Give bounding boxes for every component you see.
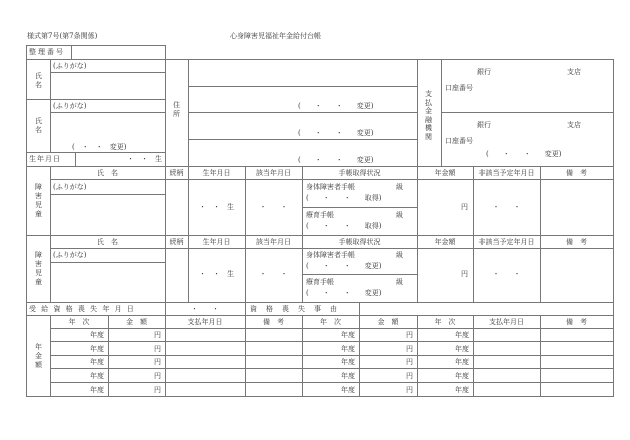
col-birthdate-2: 生年月日 bbox=[202, 238, 231, 246]
divider bbox=[26, 315, 613, 316]
annual-row-year[interactable]: 年度 bbox=[341, 386, 355, 394]
physical-handbook-grade-2: 級 bbox=[396, 251, 403, 259]
annual-col-paydate-2: 支払年月日 bbox=[489, 318, 524, 326]
col-remarks: 備 考 bbox=[566, 169, 587, 177]
account-number-label-2: 口座番号 bbox=[445, 137, 473, 145]
annual-row-year[interactable]: 年度 bbox=[90, 372, 104, 380]
name-change-note: ( ・ ・ 変更) bbox=[72, 143, 127, 151]
eligibility-loss-reason-field[interactable] bbox=[360, 303, 612, 315]
col-relationship: 続柄 bbox=[169, 169, 184, 177]
annual-col-amount-2: 金 額 bbox=[377, 318, 399, 326]
annual-row-amount[interactable]: 円 bbox=[154, 358, 161, 366]
physical-handbook-label-2: 身体障害者手帳 bbox=[306, 251, 355, 259]
annual-row-year[interactable]: 年度 bbox=[455, 358, 469, 366]
eligibility-loss-date-value[interactable]: ・ ・ bbox=[191, 305, 219, 313]
bank-label: 銀行 bbox=[477, 68, 491, 76]
rehab-handbook-label-1: 療育手帳 bbox=[306, 211, 334, 219]
payment-bank-label: 支払金融機関 bbox=[425, 90, 432, 141]
physical-handbook-label-1: 身体障害者手帳 bbox=[306, 183, 355, 191]
rehab-handbook-grade-1: 級 bbox=[396, 211, 403, 219]
child-relationship-field-2[interactable] bbox=[166, 249, 187, 301]
annual-row-year[interactable]: 年度 bbox=[341, 372, 355, 380]
child-relationship-field-1[interactable] bbox=[166, 180, 187, 234]
eligibility-loss-reason-label: 資 格 喪 失 事 由 bbox=[250, 305, 338, 313]
child-non-applicable-date-2[interactable]: ・ ・ bbox=[492, 270, 521, 278]
address-label: 住所 bbox=[173, 101, 180, 118]
annual-row-year[interactable]: 年度 bbox=[90, 386, 104, 394]
registry-number-label: 整理番号 bbox=[29, 48, 65, 56]
divider bbox=[417, 59, 418, 166]
child-annual-amount-1[interactable]: 円 bbox=[461, 203, 468, 211]
divider bbox=[245, 166, 246, 302]
bank-field-2[interactable] bbox=[442, 113, 612, 165]
annual-row-amount[interactable]: 円 bbox=[406, 331, 413, 339]
annual-row-amount[interactable]: 円 bbox=[406, 386, 413, 394]
divider bbox=[302, 207, 417, 208]
annual-row-year[interactable]: 年度 bbox=[90, 345, 104, 353]
divider bbox=[50, 368, 613, 369]
col-birthdate: 生年月日 bbox=[202, 169, 231, 177]
col-annual-amount: 年金額 bbox=[434, 169, 456, 177]
annual-col-year-1: 年 次 bbox=[68, 318, 90, 326]
child-remarks-field-2[interactable] bbox=[541, 249, 612, 301]
divider bbox=[302, 274, 417, 275]
page-title: 心身障害児福祉年金給付台帳 bbox=[230, 32, 321, 40]
annual-row-year[interactable]: 年度 bbox=[341, 331, 355, 339]
rehab-handbook-note-1: ( ・ ・ 取得) bbox=[306, 222, 382, 230]
divider bbox=[26, 166, 613, 167]
col-handbook-status: 手帳取得状況 bbox=[338, 169, 381, 177]
physical-handbook-note-2: ( ・ ・ 変更) bbox=[306, 262, 382, 270]
address-change-note-2: ( ・ ・ 変更) bbox=[298, 129, 374, 137]
bank-label-2: 銀行 bbox=[477, 121, 491, 129]
annual-col-year-3: 年 次 bbox=[434, 318, 456, 326]
annual-row-year[interactable]: 年度 bbox=[341, 345, 355, 353]
annual-row-year[interactable]: 年度 bbox=[341, 358, 355, 366]
divider bbox=[302, 166, 303, 302]
annual-row-amount[interactable]: 円 bbox=[154, 345, 161, 353]
annual-amount-label: 年金額 bbox=[35, 343, 42, 369]
divider bbox=[50, 248, 613, 249]
child-applicable-date-2[interactable]: ・ ・ bbox=[259, 270, 288, 278]
col-applicable-date: 該当年月日 bbox=[256, 169, 291, 177]
bank-field-1[interactable] bbox=[442, 60, 612, 111]
col-name: 氏 名 bbox=[97, 169, 118, 177]
disabled-child-label-1: 障害児童 bbox=[35, 183, 42, 218]
child-annual-amount-2[interactable]: 円 bbox=[461, 270, 468, 278]
annual-row-year[interactable]: 年度 bbox=[455, 386, 469, 394]
col-relationship-2: 続柄 bbox=[169, 238, 184, 246]
furigana-label-2: (ふりがな) bbox=[53, 102, 87, 110]
child-non-applicable-date-1[interactable]: ・ ・ bbox=[492, 203, 521, 211]
rehab-handbook-grade-2: 級 bbox=[396, 278, 403, 286]
registry-number-field[interactable] bbox=[72, 46, 164, 59]
col-remarks-2: 備 考 bbox=[566, 238, 587, 246]
child-name-field-1[interactable] bbox=[51, 195, 164, 234]
child-birthdate-1[interactable]: ・ ・ 生 bbox=[199, 203, 234, 211]
eligibility-loss-date-label: 受 給 資 格 喪 失 年 月 日 bbox=[29, 305, 136, 313]
bank-change-note: ( ・ ・ 変更) bbox=[486, 150, 562, 158]
child-furigana-label-2: (ふりがな) bbox=[53, 251, 87, 259]
address-change-note-3: ( ・ ・ 変更) bbox=[298, 156, 374, 164]
divider bbox=[50, 382, 613, 383]
col-non-applicable-date: 非該当予定年月日 bbox=[478, 169, 535, 177]
col-annual-amount-2: 年金額 bbox=[434, 238, 456, 246]
disabled-child-label-2: 障害児童 bbox=[35, 251, 42, 286]
address-change-note-1: ( ・ ・ 変更) bbox=[298, 102, 374, 110]
annual-row-amount[interactable]: 円 bbox=[406, 345, 413, 353]
annual-row-amount[interactable]: 円 bbox=[406, 358, 413, 366]
child-applicable-date-1[interactable]: ・ ・ bbox=[259, 203, 288, 211]
divider bbox=[26, 235, 613, 236]
child-furigana-label-1: (ふりがな) bbox=[53, 183, 87, 191]
divider bbox=[75, 152, 76, 166]
annual-col-remarks-1: 備 考 bbox=[263, 318, 284, 326]
rehab-handbook-note-2: ( ・ ・ 変更) bbox=[306, 289, 382, 297]
divider bbox=[26, 152, 165, 153]
birthdate-value[interactable]: ・ ・ 生 bbox=[127, 155, 162, 163]
divider bbox=[165, 59, 166, 166]
divider bbox=[188, 166, 189, 302]
annual-row-year[interactable]: 年度 bbox=[90, 331, 104, 339]
divider bbox=[245, 302, 246, 315]
annual-row-year[interactable]: 年度 bbox=[455, 331, 469, 339]
divider bbox=[50, 328, 613, 329]
col-name-2: 氏 名 bbox=[97, 238, 118, 246]
divider bbox=[26, 99, 165, 100]
divider bbox=[417, 166, 418, 302]
annual-row-year[interactable]: 年度 bbox=[455, 372, 469, 380]
physical-handbook-grade-1: 級 bbox=[396, 183, 403, 191]
annual-row-year[interactable]: 年度 bbox=[455, 345, 469, 353]
name-label: 氏名 bbox=[35, 72, 42, 89]
account-number-label: 口座番号 bbox=[445, 84, 473, 92]
annual-col-year-2: 年 次 bbox=[320, 318, 341, 326]
furigana-label: (ふりがな) bbox=[53, 62, 87, 70]
recipient-name-field[interactable] bbox=[51, 73, 164, 98]
annual-col-remarks-2: 備 考 bbox=[566, 318, 587, 326]
child-birthdate-2[interactable]: ・ ・ 生 bbox=[199, 270, 234, 278]
divider bbox=[50, 179, 613, 180]
col-handbook-status-2: 手帳取得状況 bbox=[338, 238, 381, 246]
rehab-handbook-label-2: 療育手帳 bbox=[306, 278, 334, 286]
divider bbox=[50, 341, 613, 342]
child-name-field-2[interactable] bbox=[51, 263, 164, 301]
col-non-applicable-date-2: 非該当予定年月日 bbox=[478, 238, 535, 246]
annual-row-amount[interactable]: 円 bbox=[154, 372, 161, 380]
child-remarks-field-1[interactable] bbox=[541, 180, 612, 234]
annual-row-amount[interactable]: 円 bbox=[406, 372, 413, 380]
col-applicable-date-2: 該当年月日 bbox=[256, 238, 291, 246]
branch-label-2: 支店 bbox=[567, 121, 581, 129]
form-number: 様式第7号(第7条関係) bbox=[27, 32, 98, 40]
annual-col-amount-1: 金 額 bbox=[126, 318, 147, 326]
branch-label: 支店 bbox=[567, 68, 581, 76]
annual-row-amount[interactable]: 円 bbox=[154, 331, 161, 339]
physical-handbook-note-1: ( ・ ・ 取得) bbox=[306, 194, 382, 202]
divider bbox=[50, 355, 613, 356]
annual-row-amount[interactable]: 円 bbox=[154, 386, 161, 394]
birthdate-label: 生年月日 bbox=[29, 155, 61, 163]
divider bbox=[473, 166, 474, 302]
annual-col-paydate-1: 支払年月日 bbox=[187, 318, 223, 326]
address-field-1[interactable] bbox=[189, 60, 416, 85]
changed-name-label: 氏名 bbox=[35, 117, 42, 134]
annual-row-year[interactable]: 年度 bbox=[90, 358, 104, 366]
